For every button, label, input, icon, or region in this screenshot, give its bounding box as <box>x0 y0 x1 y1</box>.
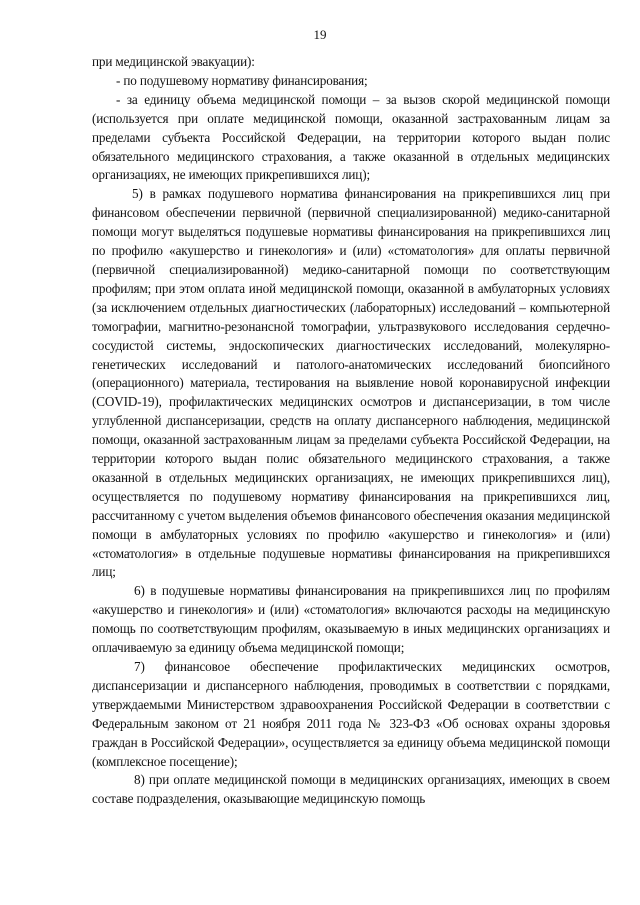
page-number: 19 <box>313 27 327 42</box>
list-item-per-unit-volume: - за единицу объема медицинской помощи – за вызов скорой медицинской помощи (используется при оплате медицинской помощи, оказанной застрахованным лицам за пределами субъекта Российской Федерации, на территории которого выдан полис обязательного медицинского страхования, а также оказанной в отдельных медицинских организациях, не имеющих прикрепившихся лиц); <box>92 91 610 183</box>
paragraph-item-8: 8) при оплате медицинской помощи в медицинских организациях, имеющих в своем составе подразделения, оказывающие медицинскую помощь <box>92 772 610 807</box>
paragraph-item-6: 6) в подушевые нормативы финансирования на прикрепившихся лиц по профилям «акушерство и гинекология» и (или) «стоматология» включаются расходы на медицинскую помощь по соответствующим профилям, оказываемую в иных медицинских организациях и оплачиваемую за единицу объема медицинской помощи; <box>92 583 610 656</box>
list-item-per-capita: - по подушевому нормативу финансирования; <box>116 72 368 88</box>
paragraph-continuation: при медицинской эвакуации): <box>92 54 255 69</box>
paragraph-item-7: 7) финансовое обеспечение профилактических медицинских осмотров, диспансеризации и диспансерного наблюдения, проводимых в соответствии с порядками, утверждаемыми Министерством здравоохранения Российской Федерации в соответствии с Федеральным законом от 21 ноября 2011 года № 323-ФЗ «Об основах охраны здоровья граждан в Российской Федерации», осуществляется за единицу объема медицинской помощи (комплексное посещение); <box>92 659 610 769</box>
document-body <box>92 53 610 809</box>
paragraph-item-5: 5) в рамках подушевого норматива финансирования на прикрепившихся лиц при финансовом обеспечении первичной (первичной специализированной) медико-санитарной помощи могут выделяться подушевые нормативы финансирования на прикрепившихся лиц по профилю «акушерство и гинекология» и (или) «стоматология» для оплаты первичной (первичной специализированной) медико-санитарной помощи по соответствующим профилям; при этом оплата иной медицинской помощи, оказанной в амбулаторных условиях (за исключением отдельных диагностических (лабораторных) исследований – компьютерной томографии, магнитно-резонансной томографии, ультразвукового исследования сердечно-сосудистой системы, эндоскопических диагностических исследований, молекулярно-генетических исследований и патолого-анатомических исследований биопсийного (операционного) материала, тестирования на выявление новой коронавирусной инфекции (COVID-19), профилактических медицинских осмотров и диспансеризации, в том числе углубленной диспансеризации, средств на оплату диспансерного наблюдения, медицинской помощи, оказанной застрахованным лицам за пределами субъекта Российской Федерации, на территории которого выдан полис обязательного медицинского страхования, а также оказанной в отдельных медицинских организациях, не имеющих прикрепившихся лиц), осуществляется по подушевому нормативу финансирования на прикрепившихся лиц, рассчитанному с учетом выделения объемов финансового обеспечения оказания медицинской помощи в амбулаторных условиях по профилю «акушерство и гинекология» и (или) «стоматология» в отдельные подушевые нормативы финансирования на прикрепившихся лиц; <box>92 186 610 580</box>
